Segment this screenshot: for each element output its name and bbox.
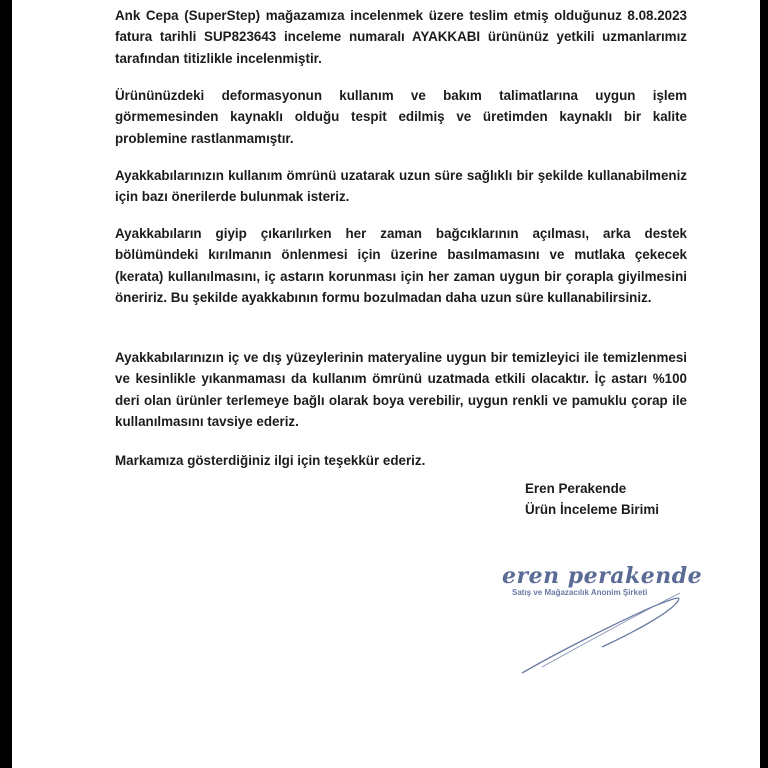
paragraph-cleaning-tips: Ayakkabılarınızın iç ve dış yüzeylerinin materyaline uygun bir temizleyici ile temizlenmesi ve kesinlikle yıkanmaması da kullanım ömrünü uzatmada etkili olacaktır. İç astarı %100 deri olan ürünler terlemeye bağlı olarak boya verebilir, uygun renkli ve pamuklu çorap ile kullanılmasını tavsiye ederiz. xyxy=(115,350,687,430)
stamp-brand-name: eren perakende xyxy=(502,563,703,589)
paragraph-usage-tips: Ayakkabıların giyip çıkarılırken her zaman bağcıklarının açılması, arka destek bölümündeki kırılmanın önlenmesi için üzerine basılmamasını ve mutlaka çekecek (kerata) kullanılmasını, iç astarın korunması için her zaman uygun bir çorapla giyilmesini öneririz. Bu şekilde ayakkabının formu bozulmadan daha uzun süre kullanabilirsiniz. xyxy=(115,226,687,306)
letter-page xyxy=(12,0,760,768)
company-stamp-signature xyxy=(482,555,702,675)
paragraph-finding: Ürününüzdeki deformasyonun kullanım ve bakım talimatlarına uygun işlem görmemesinden kaynaklı olduğu tespit edilmiş ve üretimden kaynaklı bir kalite problemine rastlanmamıştır. xyxy=(115,88,687,146)
stamp-company-name: Satış ve Mağazacılık Anonim Şirketi xyxy=(512,588,648,597)
sender-company: Eren Perakende xyxy=(525,481,627,496)
sender-block xyxy=(525,478,659,520)
paragraph-intro: Ank Cepa (SuperStep) mağazamıza incelenmek üzere teslim etmiş olduğunuz 8.08.2023 fatura tarihli SUP823643 inceleme numaralı AYAKKABI ürününüz yetkili uzmanlarımız tarafından titizlikle incelenmiştir. xyxy=(115,8,687,66)
sender-department: Ürün İnceleme Birimi xyxy=(525,502,659,517)
paragraph-thanks: Markamıza gösterdiğiniz ilgi için teşekkür ederiz. xyxy=(115,453,426,468)
paragraph-advice-intro: Ayakkabılarınızın kullanım ömrünü uzatarak uzun süre sağlıklı bir şekilde kullanabilmeniz için bazı önerilerde bulunmak isteriz. xyxy=(115,168,687,205)
